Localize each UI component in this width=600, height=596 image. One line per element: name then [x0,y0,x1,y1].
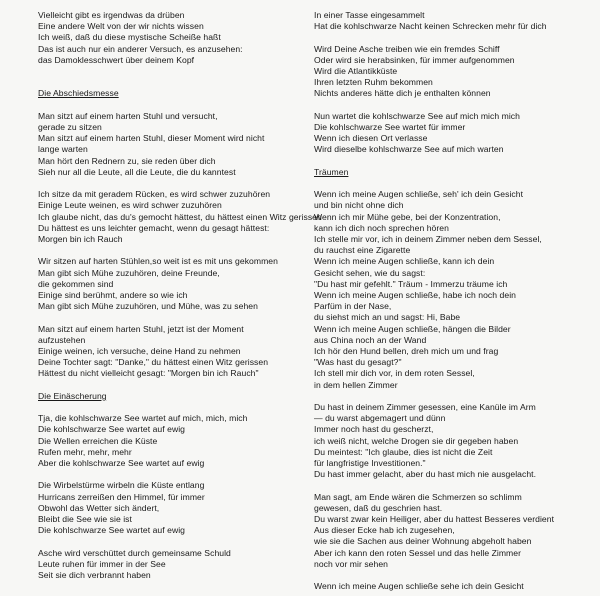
text-line: Einige sind berühmt, andere so wie ich [38,290,188,301]
text-line: Wenn ich mir Mühe gebe, bei der Konzentration, [314,211,501,222]
text-line: Wenn ich meine Augen schließe sehe ich dein Gesicht [314,581,524,592]
text-line: Ich weiß, daß du diese mystische Scheiße haßt [38,32,221,43]
text-line: Das ist auch nur ein anderer Versuch, es anzusehen: [38,43,243,54]
text-line: Die kohlschwarze See wartet für immer [314,122,466,132]
text-line: Ich stell mir dich vor, in dem roten Sessel, [314,368,475,379]
text-line: Wenn ich meine Augen schließe, habe ich noch dein [314,290,516,301]
text-line: Wird Deine Asche treiben wie ein fremdes Schiff [314,43,500,54]
text-line: Eine andere Welt von der wir nichts wissen [38,21,204,32]
text-line: Die kohlschwarze See wartet auf ewig [38,525,186,536]
text-line: Nun wartet die kohlschwarze See auf mich mich mich [314,110,520,121]
text-line: Wird die Atlantikküste [314,66,398,76]
text-line: Man sitzt auf einem harten Stuhl, dieser Moment wird nicht [38,133,265,144]
text-line: Man sitzt auf einem harten Stuhl, jetzt ist der Moment [38,323,244,334]
text-line: Hättest du nicht vielleicht gesagt: "Morgen bin ich Rauch" [38,368,259,379]
stanza [314,581,582,592]
text-line: Du meintest: "Ich glaube, dies ist nicht die Zeit [314,446,493,457]
text-line: Obwohl das Wetter sich ändert, [38,502,160,513]
text-line: Ich sitze da mit geradem Rücken, es wird schwer zuzuhören [38,189,271,200]
text-line: Asche wird verschüttet durch gemeinsame Schuld [38,547,231,558]
text-line: Sieh nur all die Leute, all die Leute, die du kanntest [38,166,236,177]
text-line: aufzustehen [38,334,86,345]
text-line: und bin nicht ohne dich [314,200,404,211]
text-line: kann ich dich noch sprechen hören [314,222,449,233]
text-line: Rufen mehr, mehr, mehr [38,446,132,457]
text-line: Die kohlschwarze See wartet auf ewig [38,424,186,435]
stanza [314,189,582,391]
left-column [38,10,322,581]
text-line: Einige weinen, ich versuche, deine Hand zu nehmen [38,346,241,357]
text-line: Wenn ich meine Augen schließe, hängen die Bilder [314,323,511,334]
text-line: Wird dieselbe kohlschwarze See auf mich warten [314,144,504,155]
text-line: Wir sitzen auf harten Stühlen,so weit ist es mit uns gekommen [38,256,278,267]
stanza [38,256,300,312]
text-line: Ich glaube nicht, das du's gemocht hättest, du hättest einen Witz gerissen [38,211,322,222]
text-line: in dem hellen Zimmer [314,379,398,390]
text-line: Bleibt die See wie sie ist [38,514,132,525]
text-line: Man gibt sich Mühe zuzuhören, und Mühe, was zu sehen [38,301,258,312]
text-line: Leute ruhen für immer in der See [38,558,166,569]
stanza [38,480,300,536]
stanza [314,492,582,570]
text-line: noch vor mir sehen [314,558,388,569]
text-line: Gesicht sehen, wie du sagst: [314,267,426,278]
text-line: Deine Tochter sagt: "Danke," du hättest einen Witz gerissen [38,357,269,368]
text-line: "Du hast mir gefehlt." Träum - Immerzu träume ich [314,278,508,289]
section-heading: Träumen [314,166,349,177]
text-line: Vielleicht gibt es irgendwas da drüben [38,10,185,20]
text-line: Parfüm in der Nase, [314,301,392,312]
text-line: Man gibt sich Mühe zuzuhören, deine Freunde, [38,267,220,278]
text-line: Ich hör den Hund bellen, dreh mich um und frag [314,346,499,357]
text-line: du rauchst eine Zigarette [314,245,411,256]
stanza [38,111,300,178]
text-line: In einer Tasse eingesammelt [314,10,425,20]
text-line: Seit sie dich verbrannt haben [38,570,151,581]
stanza [38,413,300,469]
text-line: Du hättest es uns leichter gemacht, wenn du gesagt hättest: [38,222,270,233]
text-line: Die Wirbelstürme wirbeln die Küste entlang [38,480,205,491]
stanza [38,189,322,245]
text-line: Die Wellen erreichen die Küste [38,435,158,446]
text-line: Du hast in deinem Zimmer gesessen, eine Kanüle im Arm [314,402,536,413]
text-line: gewesen, daß du geschrien hast. [314,502,443,513]
stanza [314,111,582,156]
text-line: Aus dieser Ecke hab ich zugesehen, [314,525,455,536]
text-line: Aber die kohlschwarze See wartet auf ewig [38,458,205,469]
text-line: für langfristige Investitionen." [314,458,426,469]
text-line: Man sagt, am Ende wären die Schmerzen so schlimm [314,491,522,502]
stanza [38,10,300,66]
stanza [38,324,300,380]
text-line: Oder wird sie herabsinken, für immer aufgenommen [314,54,515,65]
text-line: Man hört den Rednern zu, sie reden über dich [38,155,216,166]
text-line: Hurricans zerreißen den Himmel, für immer [38,491,205,502]
text-line: Morgen bin ich Rauch [38,234,123,245]
text-line: "Was hast du gesagt?" [314,357,402,368]
text-line: Einige Leute weinen, es wird schwer zuzuhören [38,200,222,211]
text-line: Wenn ich diesen Ort verlasse [314,133,428,144]
text-line: gerade zu sitzen [38,122,102,132]
text-line: Wenn ich meine Augen schließe, kann ich dein [314,256,495,267]
text-line: du siehst mich an und sagst: Hi, Babe [314,312,461,323]
text-line: Tja, die kohlschwarze See wartet auf mich, mich, mich [38,413,248,424]
text-line: Ihren letzten Ruhm bekommen [314,77,433,88]
section-heading: Die Einäscherung [38,390,107,401]
stanza [314,44,582,100]
text-line: Ich stelle mir vor, ich in deinem Zimmer neben dem Sessel, [314,234,542,244]
text-line: wie sie die Sachen aus deiner Wohnung abgeholt haben [314,536,532,547]
text-line: die gekommen sind [38,278,114,289]
text-line: Nichts anderes hätte dich je enthalten können [314,88,491,99]
section-heading: Die Abschiedsmesse [38,88,119,99]
right-column [314,10,582,592]
text-line: das Damoklesschwert über deinem Kopf [38,54,195,65]
stanza [38,548,300,582]
text-line: lange warten [38,144,88,155]
text-line: Du hast immer gelacht, aber du hast mich nie ausgelacht. [314,469,537,480]
text-line: Man sitzt auf einem harten Stuhl und versucht, [38,110,218,121]
text-line: — du warst abgemagert und dünn [314,413,446,424]
text-line: Wenn ich meine Augen schließe, seh' ich dein Gesicht [314,189,524,200]
text-line: aus China noch an der Wand [314,334,427,345]
text-line: Aber ich kann den roten Sessel und das helle Zimmer [314,547,521,558]
text-line: Immer noch hast du gescherzt, [314,424,434,435]
text-line: Du warst zwar kein Heiliger, aber du hattest Besseres verdient [314,514,555,525]
stanza [314,10,582,32]
text-line: Hat die kohlschwarze Nacht keinen Schrecken mehr für dich [314,21,547,32]
text-line: ich weiß nicht, welche Drogen sie dir gegeben haben [314,435,519,446]
stanza [314,402,582,480]
